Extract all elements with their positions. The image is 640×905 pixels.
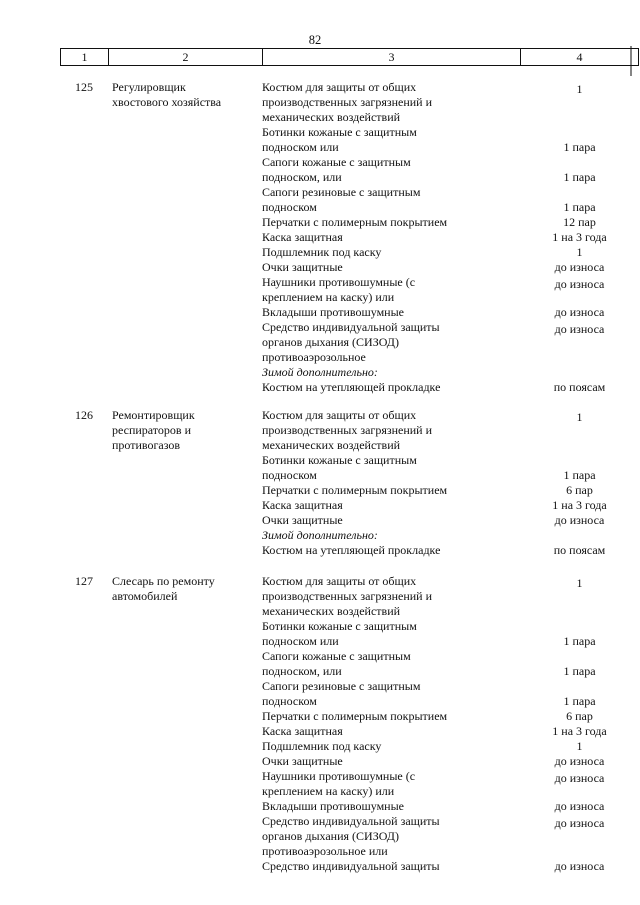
ppe-item-name (262, 724, 520, 739)
ppe-item-name (262, 619, 520, 649)
ppe-item-norm: до износа (554, 771, 605, 785)
profession-name (108, 574, 262, 604)
ppe-item-name-line: Очки защитные (262, 513, 343, 527)
ppe-item-norm: 1 на 3 года (552, 724, 607, 738)
ppe-item (262, 799, 639, 814)
ppe-item-norm: 1 (576, 739, 583, 753)
ppe-item (262, 408, 639, 453)
ppe-item-norm: по поясам (553, 380, 606, 394)
ppe-item-name (262, 453, 520, 483)
ppe-item-name-line: Очки защитные (262, 260, 343, 274)
ppe-item (262, 649, 639, 679)
ppe-item-name (262, 245, 520, 260)
ppe-item-name-line: Зимой дополнительно: (262, 365, 378, 379)
ppe-item-name-line: Сапоги кожаные с защитным (262, 155, 411, 169)
ppe-item-norm: 6 пар (566, 483, 593, 497)
ppe-item-name-line: Каска защитная (262, 724, 343, 738)
ppe-item (262, 320, 639, 365)
profession-line: хвостового хозяйства (112, 95, 222, 109)
ppe-item-name-line: органов дыхания (СИЗОД) (262, 335, 399, 349)
header-col-1: 1 (60, 49, 108, 65)
ppe-item-name-line: подноском или (262, 634, 339, 648)
ppe-item-name-line: Ботинки кожаные с защитным (262, 453, 417, 467)
ppe-item-norm: 1 на 3 года (552, 498, 607, 512)
ppe-items (262, 80, 639, 395)
ppe-item-name-line: подноском (262, 694, 317, 708)
ppe-item-norm: 1 пара (563, 694, 596, 708)
ppe-item-name-line: Средство индивидуальной защиты (262, 859, 440, 873)
ppe-item-name-line: Ботинки кожаные с защитным (262, 125, 417, 139)
ppe-item-norm: до износа (554, 754, 605, 768)
ppe-item (262, 619, 639, 649)
ppe-item (262, 365, 639, 380)
ppe-item-name (262, 125, 520, 155)
header-col-2: 2 (108, 49, 262, 65)
header-col-3: 3 (262, 49, 520, 65)
ppe-item-name (262, 380, 520, 395)
ppe-item-name (262, 185, 520, 215)
ppe-item-name (262, 305, 520, 320)
profession-line: противогазов (112, 438, 181, 452)
ppe-item-norm: 12 пар (563, 215, 596, 229)
ppe-item-name (262, 260, 520, 275)
ppe-item-norm: до износа (554, 277, 605, 291)
ppe-item-name (262, 814, 520, 859)
ppe-item-name (262, 754, 520, 769)
profession-line: автомобилей (112, 589, 178, 603)
ppe-item-name (262, 230, 520, 245)
ppe-item-name-line: Костюм на утепляющей прокладке (262, 543, 441, 557)
ppe-item (262, 543, 639, 558)
ppe-item-name (262, 543, 520, 558)
ppe-item-name-line: Наушники противошумные (с (262, 769, 416, 783)
ppe-item-name (262, 574, 520, 619)
ppe-item-name (262, 408, 520, 453)
ppe-item-norm: до износа (554, 305, 605, 319)
ppe-item-norm: по поясам (553, 543, 606, 557)
ppe-item-name (262, 528, 520, 543)
ppe-item (262, 679, 639, 709)
ppe-item-norm: 1 пара (563, 664, 596, 678)
table-row (60, 408, 639, 558)
ppe-item-name (262, 513, 520, 528)
table-row (60, 80, 639, 395)
ppe-item-norm: 1 на 3 года (552, 230, 607, 244)
ppe-item-norm: 1 пара (563, 170, 596, 184)
row-number: 127 (75, 574, 93, 588)
ppe-item-name-line: Костюм для защиты от общих (262, 574, 417, 588)
profession-line: Регулировщик (112, 80, 186, 94)
ppe-item (262, 814, 639, 859)
ppe-item-name-line: подноском, или (262, 170, 342, 184)
ppe-item (262, 125, 639, 155)
ppe-item-name-line: производственных загрязнений и (262, 423, 433, 437)
ppe-item-name-line: Сапоги кожаные с защитным (262, 649, 411, 663)
ppe-items (262, 574, 639, 874)
ppe-item-norm: до износа (554, 799, 605, 813)
table-body (60, 80, 639, 874)
ppe-item-norm: 1 (576, 410, 583, 424)
ppe-item (262, 513, 639, 528)
ppe-item-name (262, 483, 520, 498)
ppe-item (262, 305, 639, 320)
table-header (60, 48, 639, 66)
ppe-item-name (262, 799, 520, 814)
ppe-item-name-line: механических воздействий (262, 110, 401, 124)
ppe-item (262, 230, 639, 245)
profession-line: респираторов и (112, 423, 191, 437)
ppe-item-name-line: производственных загрязнений и (262, 589, 433, 603)
ppe-item-name-line: креплением на каску) или (262, 784, 395, 798)
ppe-item-name (262, 155, 520, 185)
row-number: 125 (75, 80, 93, 94)
ppe-item-norm: 1 пара (563, 468, 596, 482)
ppe-item (262, 275, 639, 305)
ppe-item (262, 483, 639, 498)
ppe-item (262, 453, 639, 483)
ppe-item-name-line: Вкладыши противошумные (262, 799, 404, 813)
ppe-item-norm: 1 (576, 245, 583, 259)
ppe-item (262, 769, 639, 799)
ppe-item-name (262, 859, 520, 874)
ppe-item-name (262, 739, 520, 754)
profession-name (108, 80, 262, 110)
ppe-item (262, 245, 639, 260)
ppe-item-name (262, 498, 520, 513)
ppe-item-name-line: Перчатки с полимерным покрытием (262, 215, 448, 229)
ppe-item (262, 155, 639, 185)
ppe-item-name-line: органов дыхания (СИЗОД) (262, 829, 399, 843)
ppe-items (262, 408, 639, 558)
ppe-item-name-line: производственных загрязнений и (262, 95, 433, 109)
page-number: 82 (308, 33, 322, 47)
ppe-item-name-line: Очки защитные (262, 754, 343, 768)
header-col-4: 4 (520, 49, 639, 65)
profession-line: Ремонтировщик (112, 408, 195, 422)
ppe-item-name-line: Наушники противошумные (с (262, 275, 416, 289)
ppe-item-norm: до износа (554, 322, 605, 336)
ppe-item-name-line: Вкладыши противошумные (262, 305, 404, 319)
ppe-item-name (262, 709, 520, 724)
row-number: 126 (75, 408, 93, 422)
ppe-item-name-line: Каска защитная (262, 498, 343, 512)
table-row (60, 574, 639, 874)
ppe-item-name-line: противоаэрозольное (262, 350, 366, 364)
ppe-item-name-line: Перчатки с полимерным покрытием (262, 483, 448, 497)
ppe-item-name (262, 80, 520, 125)
profession-name (108, 408, 262, 453)
ppe-item (262, 754, 639, 769)
ppe-item-norm: до износа (554, 513, 605, 527)
ppe-item (262, 215, 639, 230)
ppe-item-name-line: Костюм на утепляющей прокладке (262, 380, 441, 394)
ppe-item-name-line: механических воздействий (262, 438, 401, 452)
ppe-item-name-line: подноском, или (262, 664, 342, 678)
ppe-item-name-line: механических воздействий (262, 604, 401, 618)
ppe-item-name-line: подноском или (262, 140, 339, 154)
ppe-item-name-line: Ботинки кожаные с защитным (262, 619, 417, 633)
ppe-item-norm: 1 (576, 82, 583, 96)
ppe-item-name (262, 649, 520, 679)
ppe-item-name-line: Средство индивидуальной защиты (262, 814, 440, 828)
ppe-item (262, 724, 639, 739)
ppe-item-name (262, 365, 520, 380)
ppe-item-name (262, 679, 520, 709)
ppe-item-norm: 1 пара (563, 634, 596, 648)
ppe-item (262, 859, 639, 874)
ppe-item (262, 574, 639, 619)
ppe-item (262, 260, 639, 275)
ppe-item-norm: до износа (554, 816, 605, 830)
ppe-item-name-line: Костюм для защиты от общих (262, 408, 417, 422)
ppe-item-name-line: Подшлемник под каску (262, 245, 382, 259)
ppe-item-name-line: Средство индивидуальной защиты (262, 320, 440, 334)
ppe-item-norm: до износа (554, 260, 605, 274)
ppe-item-name-line: Каска защитная (262, 230, 343, 244)
ppe-item (262, 498, 639, 513)
ppe-item-name-line: Сапоги резиновые с защитным (262, 679, 421, 693)
ppe-item-name (262, 769, 520, 799)
ppe-item-name (262, 275, 520, 305)
ppe-item-norm: 1 пара (563, 200, 596, 214)
ppe-item-name (262, 320, 520, 365)
ppe-item-norm: до износа (554, 859, 605, 873)
ppe-item (262, 380, 639, 395)
ppe-item-name-line: Перчатки с полимерным покрытием (262, 709, 448, 723)
ppe-item-name-line: подноском (262, 468, 317, 482)
profession-line: Слесарь по ремонту (112, 574, 215, 588)
ppe-item-norm: 6 пар (566, 709, 593, 723)
ppe-item-name-line: противоаэрозольное или (262, 844, 388, 858)
ppe-item (262, 528, 639, 543)
ppe-item-name (262, 215, 520, 230)
ppe-item-name-line: креплением на каску) или (262, 290, 395, 304)
ppe-item-norm: 1 (576, 576, 583, 590)
ppe-item-name-line: Подшлемник под каску (262, 739, 382, 753)
ppe-item (262, 185, 639, 215)
ppe-item-norm: 1 пара (563, 140, 596, 154)
ppe-item-name-line: подноском (262, 200, 317, 214)
ppe-item-name-line: Костюм для защиты от общих (262, 80, 417, 94)
ppe-item-name-line: Сапоги резиновые с защитным (262, 185, 421, 199)
ppe-item (262, 709, 639, 724)
ppe-item (262, 739, 639, 754)
ppe-item-name-line: Зимой дополнительно: (262, 528, 378, 542)
ppe-item (262, 80, 639, 125)
